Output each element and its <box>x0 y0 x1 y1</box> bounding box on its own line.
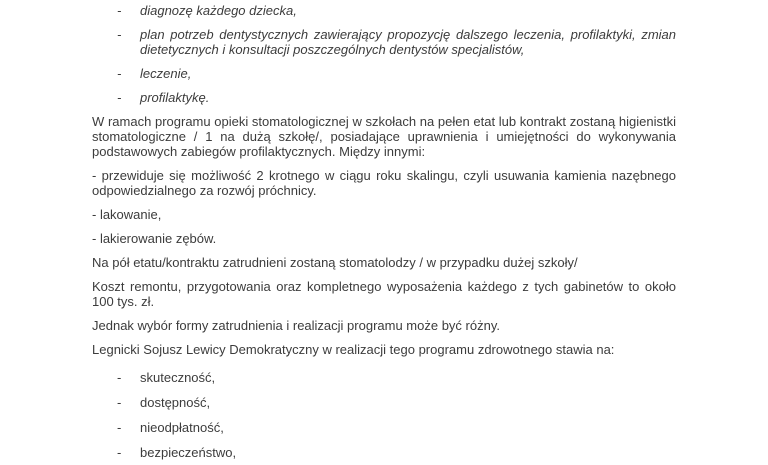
bullet-dash: - <box>117 395 122 410</box>
list-item-text: plan potrzeb dentystycznych zawierający propozycję dalszego leczenia, profilaktyki, zmian dietetycznych i konsultacji poszczególnych dentystów specjalistów, <box>140 27 676 57</box>
paragraph: Jednak wybór formy zatrudnienia i realizacji programu może być różny. <box>92 318 500 333</box>
list-item <box>92 27 676 57</box>
bullet-dash: - <box>117 90 122 105</box>
paragraph: Legnicki Sojusz Lewicy Demokratyczny w realizacji tego programu zdrowotnego stawia na: <box>92 342 615 357</box>
paragraph: W ramach programu opieki stomatologicznej w szkołach na pełen etat lub kontrakt zostaną higienistki stomatologiczne / 1 na dużą szkołę/, posiadające uprawnienia i umiejętności do wykonywania podstawowych zabiegów profilaktycznych. Między innymi: <box>92 114 676 159</box>
paragraph: Koszt remontu, przygotowania oraz kompletnego wyposażenia każdego z tych gabinetów to około 100 tys. zł. <box>92 279 676 309</box>
list-item <box>92 370 676 385</box>
list-item-text: nieodpłatność, <box>140 420 224 435</box>
bullet-dash: - <box>117 66 122 81</box>
paragraph: - lakierowanie zębów. <box>92 231 217 246</box>
list-item-text: dostępność, <box>140 395 211 410</box>
bullet-dash: - <box>117 27 122 42</box>
list-item <box>92 66 676 81</box>
paragraph: Na pół etatu/kontraktu zatrudnieni zostaną stomatolodzy / w przypadku dużej szkoły/ <box>92 255 578 270</box>
list-item-text: leczenie, <box>140 66 192 81</box>
list-item <box>92 395 676 410</box>
list-item-text: diagnozę każdego dziecka, <box>140 3 297 18</box>
list-item-text: skuteczność, <box>140 370 216 385</box>
list-item-text: bezpieczeństwo, <box>140 445 237 460</box>
list-item <box>92 445 676 460</box>
bullet-dash: - <box>117 445 122 460</box>
list-item <box>92 3 676 18</box>
bullet-dash: - <box>117 420 122 435</box>
list-item <box>92 420 676 435</box>
paragraph: - przewiduje się możliwość 2 krotnego w ciągu roku skalingu, czyli usuwania kamienia nazębnego odpowiedzialnego za rozwój próchnicy. <box>92 168 676 198</box>
bullet-dash: - <box>117 370 122 385</box>
bullet-dash: - <box>117 3 122 18</box>
list-item <box>92 90 676 105</box>
list-item-text: profilaktykę. <box>140 90 210 105</box>
paragraph: - lakowanie, <box>92 207 162 222</box>
